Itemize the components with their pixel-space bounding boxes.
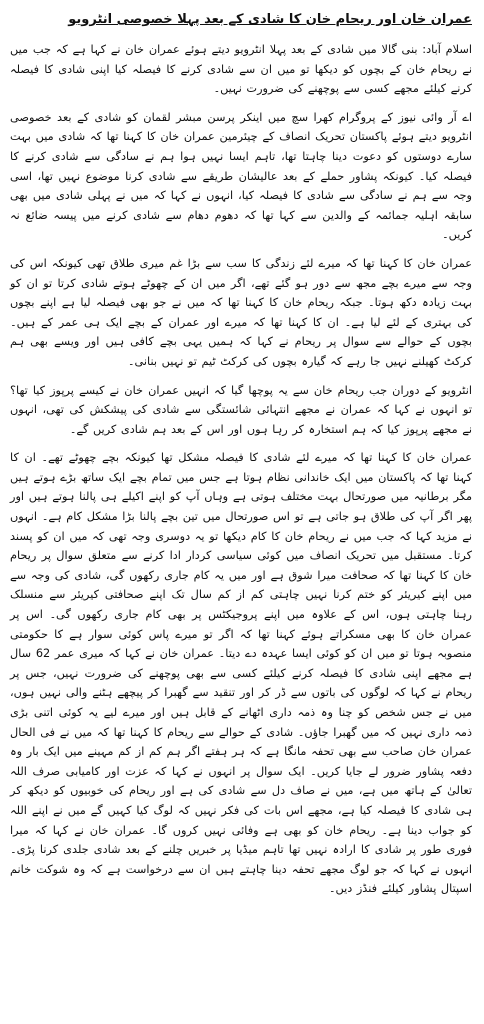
article-title: عمران خان اور ریحام خان کا شادی کے بعد پہلا خصوصی انٹرویو (68, 12, 472, 27)
article-paragraph: انٹرویو کے دوران جب ریحام خان سے یہ پوچھا گیا کہ انہیں عمران خان نے کیسے پرپوز کیا تھا؟ تو انہوں نے کہا کہ عمران نے مجھے انتہائی شائستگی سے شادی کی پیشکش کی تھی، انہوں نے مجھے پرپوز کیا کہ ہم استخارہ کر رہا ہوں اور اس کے بعد ہم شادی کریں گے۔ (10, 383, 472, 436)
article-paragraph: عمران خان کا کہنا تھا کہ میرے لئے شادی کا فیصلہ مشکل تھا کیونکہ بچے چھوٹے تھے۔ ان کا کہنا تھا کہ پاکستان میں ایک خاندانی نظام ہوتا ہے جس میں تمام بچے ایک ساتھ بڑے ہوتے ہیں مگر برطانیہ میں صورتحال بہت مختلف ہوتی ہے وہاں آپ کو اپنے اکیلے ہی پالنا ہوتے ہیں اور پھر اگر آپ کی طلاق ہو جاتی ہے تو اس صورتحال میں تین بچے پالنا بڑا مشکل کام ہے۔ انہوں نے مزید کہا کہ جب میں نے ریحام خان کا کام دیکھا تو یہ دوسری وجہ تھی کہ میں ان کو پسند کرتا۔ مستقبل میں تحریک انصاف میں کوئی سیاسی کردار ادا کرنے سے متعلق سوال پر ریحام خان کا کہنا تھا کہ صحافت میرا شوق ہے اور میں یہ کام جاری رکھوں گی، شادی کی وجہ سے میں اپنے کیریئر کو ختم کرنا نہیں چاہتی کم از کم سال تک اپنے صحافتی کیریئر سے منسلک رہنا چاہتی ہوں، اس کے علاوہ میں اپنے پروجیکٹس پر بھی کام جاری رکھوں گی۔ اس پر عمران خان کا بھی مسکراتے ہوئے کہنا تھا کہ اگر تو میرے پاس کوئی سوار ہے کا حکومتی منصوبہ ہوتا تو میں ان کو کوئی ایسا عہدہ دے دیتا۔ عمران خان نے کہا کہ میری عمر 62 سال ہے مجھے اپنی شادی کا فیصلہ کرنے کیلئے کسی سے بھی پوچھنے کی ضرورت نہیں، جس پر ریحام نے کہا کہ لوگوں کی باتوں سے ڈر کر اور تنقید سے گھبرا کر پیچھے ہٹنے والی نہیں ہوں، میں نے جس شخص کو چنا وہ ذمہ داری اٹھانے کے قابل ہیں اور میرے لیے یہ کوئی اتنی بڑی ذمہ داری نہیں کہ میں گھبرا جاؤں۔ شادی کے حوالے سے ریحام کا کہنا تھا کہ میں نے فی الحال عمران خان صاحب سے بھی تحفہ مانگا ہے کہ ہر ہفتے اگر ہم کم از کم مہینے میں ایک بار وہ دفعہ پشاور ضرور لے جایا کریں۔ ایک سوال پر انہوں نے کہا کہ عزت اور کامیابی صرف اللہ تعالیٰ کے ہاتھ میں ہے، میں نے صاف دل سے شادی کی ہے اور ریحام کی خوبیوں کو دیکھ کر ہی شادی کا فیصلہ کیا ہے، مجھے اس بات کی فکر نہیں کہ لوگ کیا کہیں گے میں نے اپنے اللہ کو جواب دینا ہے۔ ریحام خان کو بھی ہے وفائی نہیں کروں گا۔ عمران خان نے کہا کہ میرا فوری طور پر شادی کا ارادہ نہیں تھا تاہم میڈیا پر خبریں چلنے کے بعد شادی جلدی کرنا پڑی۔ انہوں نے کہا کہ جو لوگ مجھے تحفہ دینا چاہتے ہیں ان سے درخواست ہے کہ وہ شوکت خانم اسپتال پشاور کیلئے فنڈز دیں۔ (10, 451, 472, 896)
article-paragraph: عمران خان کا کہنا تھا کہ میرے لئے زندگی کا سب سے بڑا غم میری طلاق تھی کیونکہ اس کی وجہ سے میرے بچے مجھ سے دور ہو گئے تھے، اگر میں ان کے چھوٹے ہوتے شادی کرتا تو ان کو بہت زیادہ دکھ ہوتا۔ جبکہ ریحام خان کا کہنا تھا کہ میں نے جو بھی فیصلہ لیا ہے اپنے بچوں کی بہتری کے لئے لیا ہے۔ ان کا کہنا تھا کہ میرے اور عمران کے بچے ایک ہی عمر کے ہیں۔ بچوں کے حوالے سے سوال پر ریحام نے کہا کہ ہمیں یہی بچے کافی ہیں اور ویسے بھی ہم کرکٹ کھیلنے نہیں جا رہے کہ گیارہ بچوں کی کرکٹ ٹیم تو نہیں بنانی۔ (10, 256, 472, 368)
article-paragraph: اسلام آباد: بنی گالا میں شادی کے بعد پہلا انٹرویو دیتے ہوئے عمران خان نے کہا ہے کہ جب میں نے ریحام خان کے بچوں کو دیکھا تو میں ان سے شادی کرنے کا فیصلہ کیا اپنی شادی کا فیصلہ کرنے کیلئے مجھے کسی سے پوچھنے کی ضرورت نہیں۔ (10, 43, 472, 96)
article-paragraph: اے آر وائی نیوز کے پروگرام کھرا سچ میں اینکر پرسن مبشر لقمان کو شادی کے بعد خصوصی انٹرویو دیتے ہوئے پاکستان تحریک انصاف کے چیئرمین عمران خان کا کہنا تھا کہ شادی میں بہت سارے دوستوں کو دعوت دینا چاہتا تھا، تاہم ایسا نہیں ہوا ہم نے سادگی سے شادی کرنے کا فیصلہ کیا۔ کیونکہ پشاور حملے کے بعد عالیشان طریقے سے شادی کرنا موضوع نہیں تھا، اسی وجہ سے ہم نے سادگی سے شادی کا فیصلہ کیا، انہوں نے کہا کہ میں نے پہلی شادی میں بھی سابقہ اہلیہ جمائمہ کے والدین سے کہا تھا کہ دھوم دھام سے شادی کرنے میں پیسہ ضائع نہ کریں۔ (10, 110, 472, 242)
